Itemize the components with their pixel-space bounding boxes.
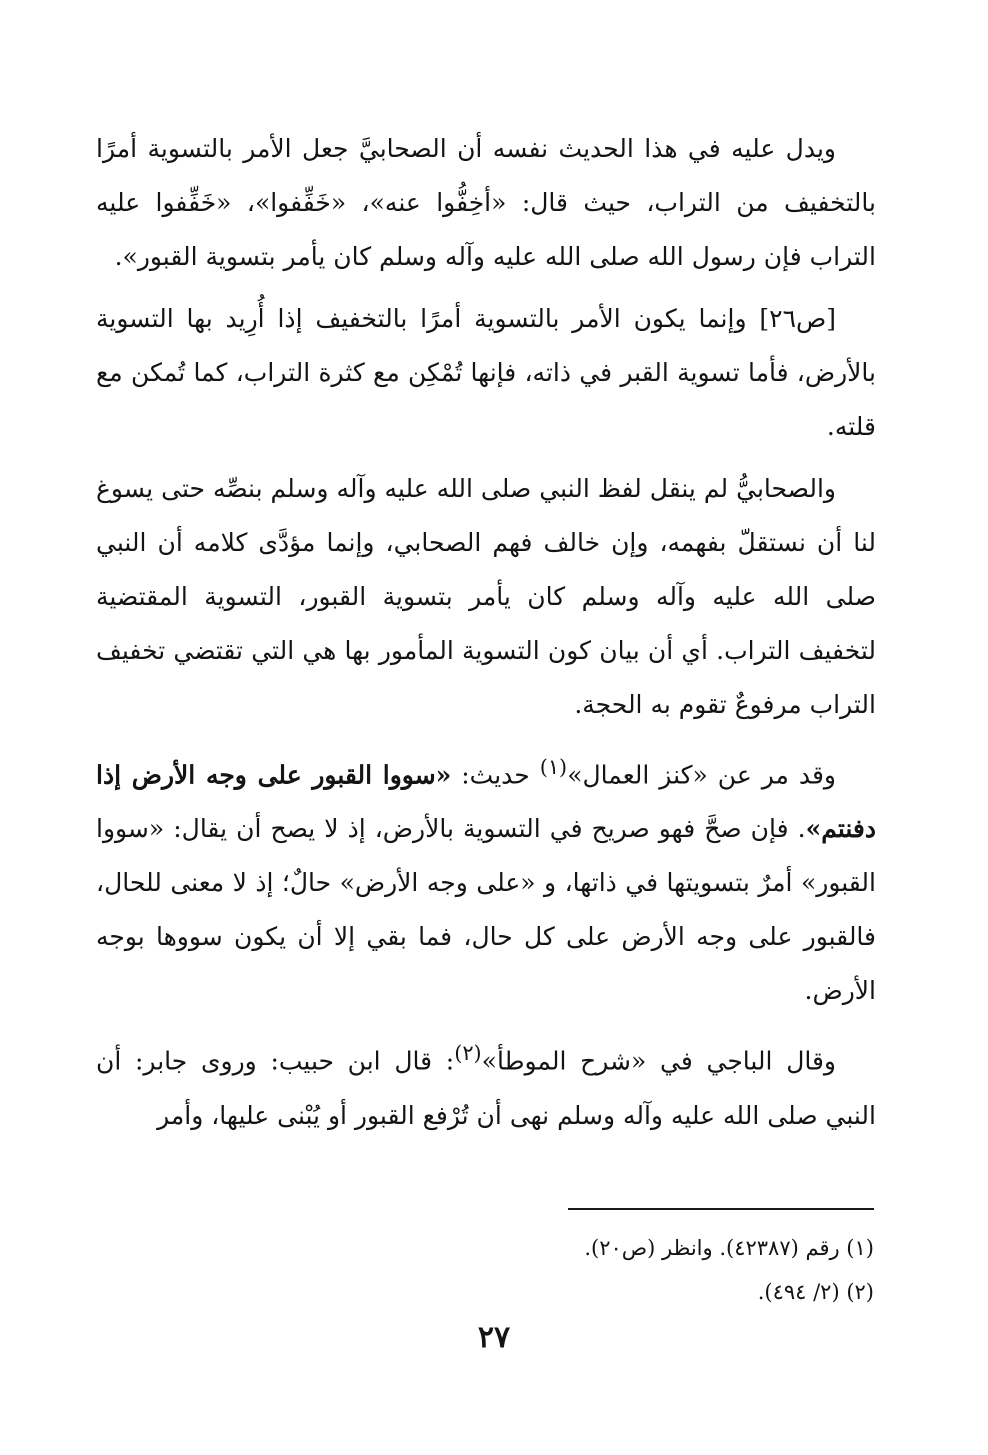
paragraph-5-text-a: وقال الباجي في «شرح الموطأ» <box>481 1046 837 1076</box>
paragraph-1 <box>96 122 876 284</box>
paragraph-2 <box>96 292 876 454</box>
footnote-ref-1[interactable]: (١) <box>539 755 568 779</box>
paragraph-2-text: [ص٢٦] وإنما يكون الأمر بالتسوية أمرًا بالتخفيف إذا أُرِيد بها التسوية بالأرض، فأما تسوية القبر في ذاته، فإنها تُمْكِن مع كثرة التراب، كما تُمكن مع قلته. <box>96 304 877 441</box>
paragraph-3 <box>96 462 876 732</box>
main-text <box>96 122 876 1151</box>
paragraph-5 <box>96 1026 876 1142</box>
footnote-separator <box>568 1208 874 1210</box>
paragraph-3-text: والصحابيُّ لم ينقل لفظ النبي صلى الله عليه وآله وسلم بنصِّه حتى يسوغ لنا أن نستقلّ بفهمه، وإن خالف فهم الصحابي، وإنما مؤدَّى كلامه أن النبي صلى الله عليه وآله وسلم كان يأمر بتسوية القبور، التسوية المقتضية لتخفيف التراب. أي أن بيان كون التسوية المأمور بها هي التي تقتضي تخفيف التراب مرفوعٌ تقوم به الحجة. <box>96 474 876 719</box>
paragraph-1-text: ويدل عليه في هذا الحديث نفسه أن الصحابيَّ جعل الأمر بالتسوية أمرًا بالتخفيف من التراب، حيث قال: «أخِفُّوا عنه»، «خَفِّفوا»، «خَفِّفوا عليه التراب فإن رسول الله صلى الله عليه وآله وسلم كان يأمر بتسوية القبور». <box>96 134 876 271</box>
page-number: ٢٧ <box>477 1320 511 1355</box>
footnote-1: (١) رقم (٤٢٣٨٧). وانظر (ص٢٠). <box>584 1236 874 1260</box>
footnotes <box>96 1226 874 1314</box>
hadith-quote-bold: «سووا القبور على وجه الأرض إذا دفنتم» <box>96 760 876 844</box>
paragraph-5-text-b: : قال ابن حبيب: وروى جابر: أن النبي صلى الله عليه وآله وسلم نهى أن تُرْفع القبور أو يُبْنى عليها، وأمر <box>96 1046 876 1130</box>
paragraph-4-text-b: حديث: <box>451 760 540 790</box>
footnote-2: (٢) (٢/ ٤٩٤). <box>757 1280 874 1304</box>
paragraph-4-text-a: وقد مر عن «كنز العمال» <box>567 760 836 790</box>
paragraph-4-text-c: . فإن صحَّ فهو صريح في التسوية بالأرض، إذ لا يصح أن يقال: «سووا القبور» أمرٌ بتسويتها في ذاتها، و «على وجه الأرض» حالٌ؛ إذ لا معنى للحال، فالقبور على وجه الأرض على كل حال، فما بقي إلا أن يكون سووها بوجه الأرض. <box>96 814 876 1006</box>
footnote-ref-2[interactable]: (٢) <box>454 1041 482 1066</box>
paragraph-4 <box>96 740 876 1018</box>
